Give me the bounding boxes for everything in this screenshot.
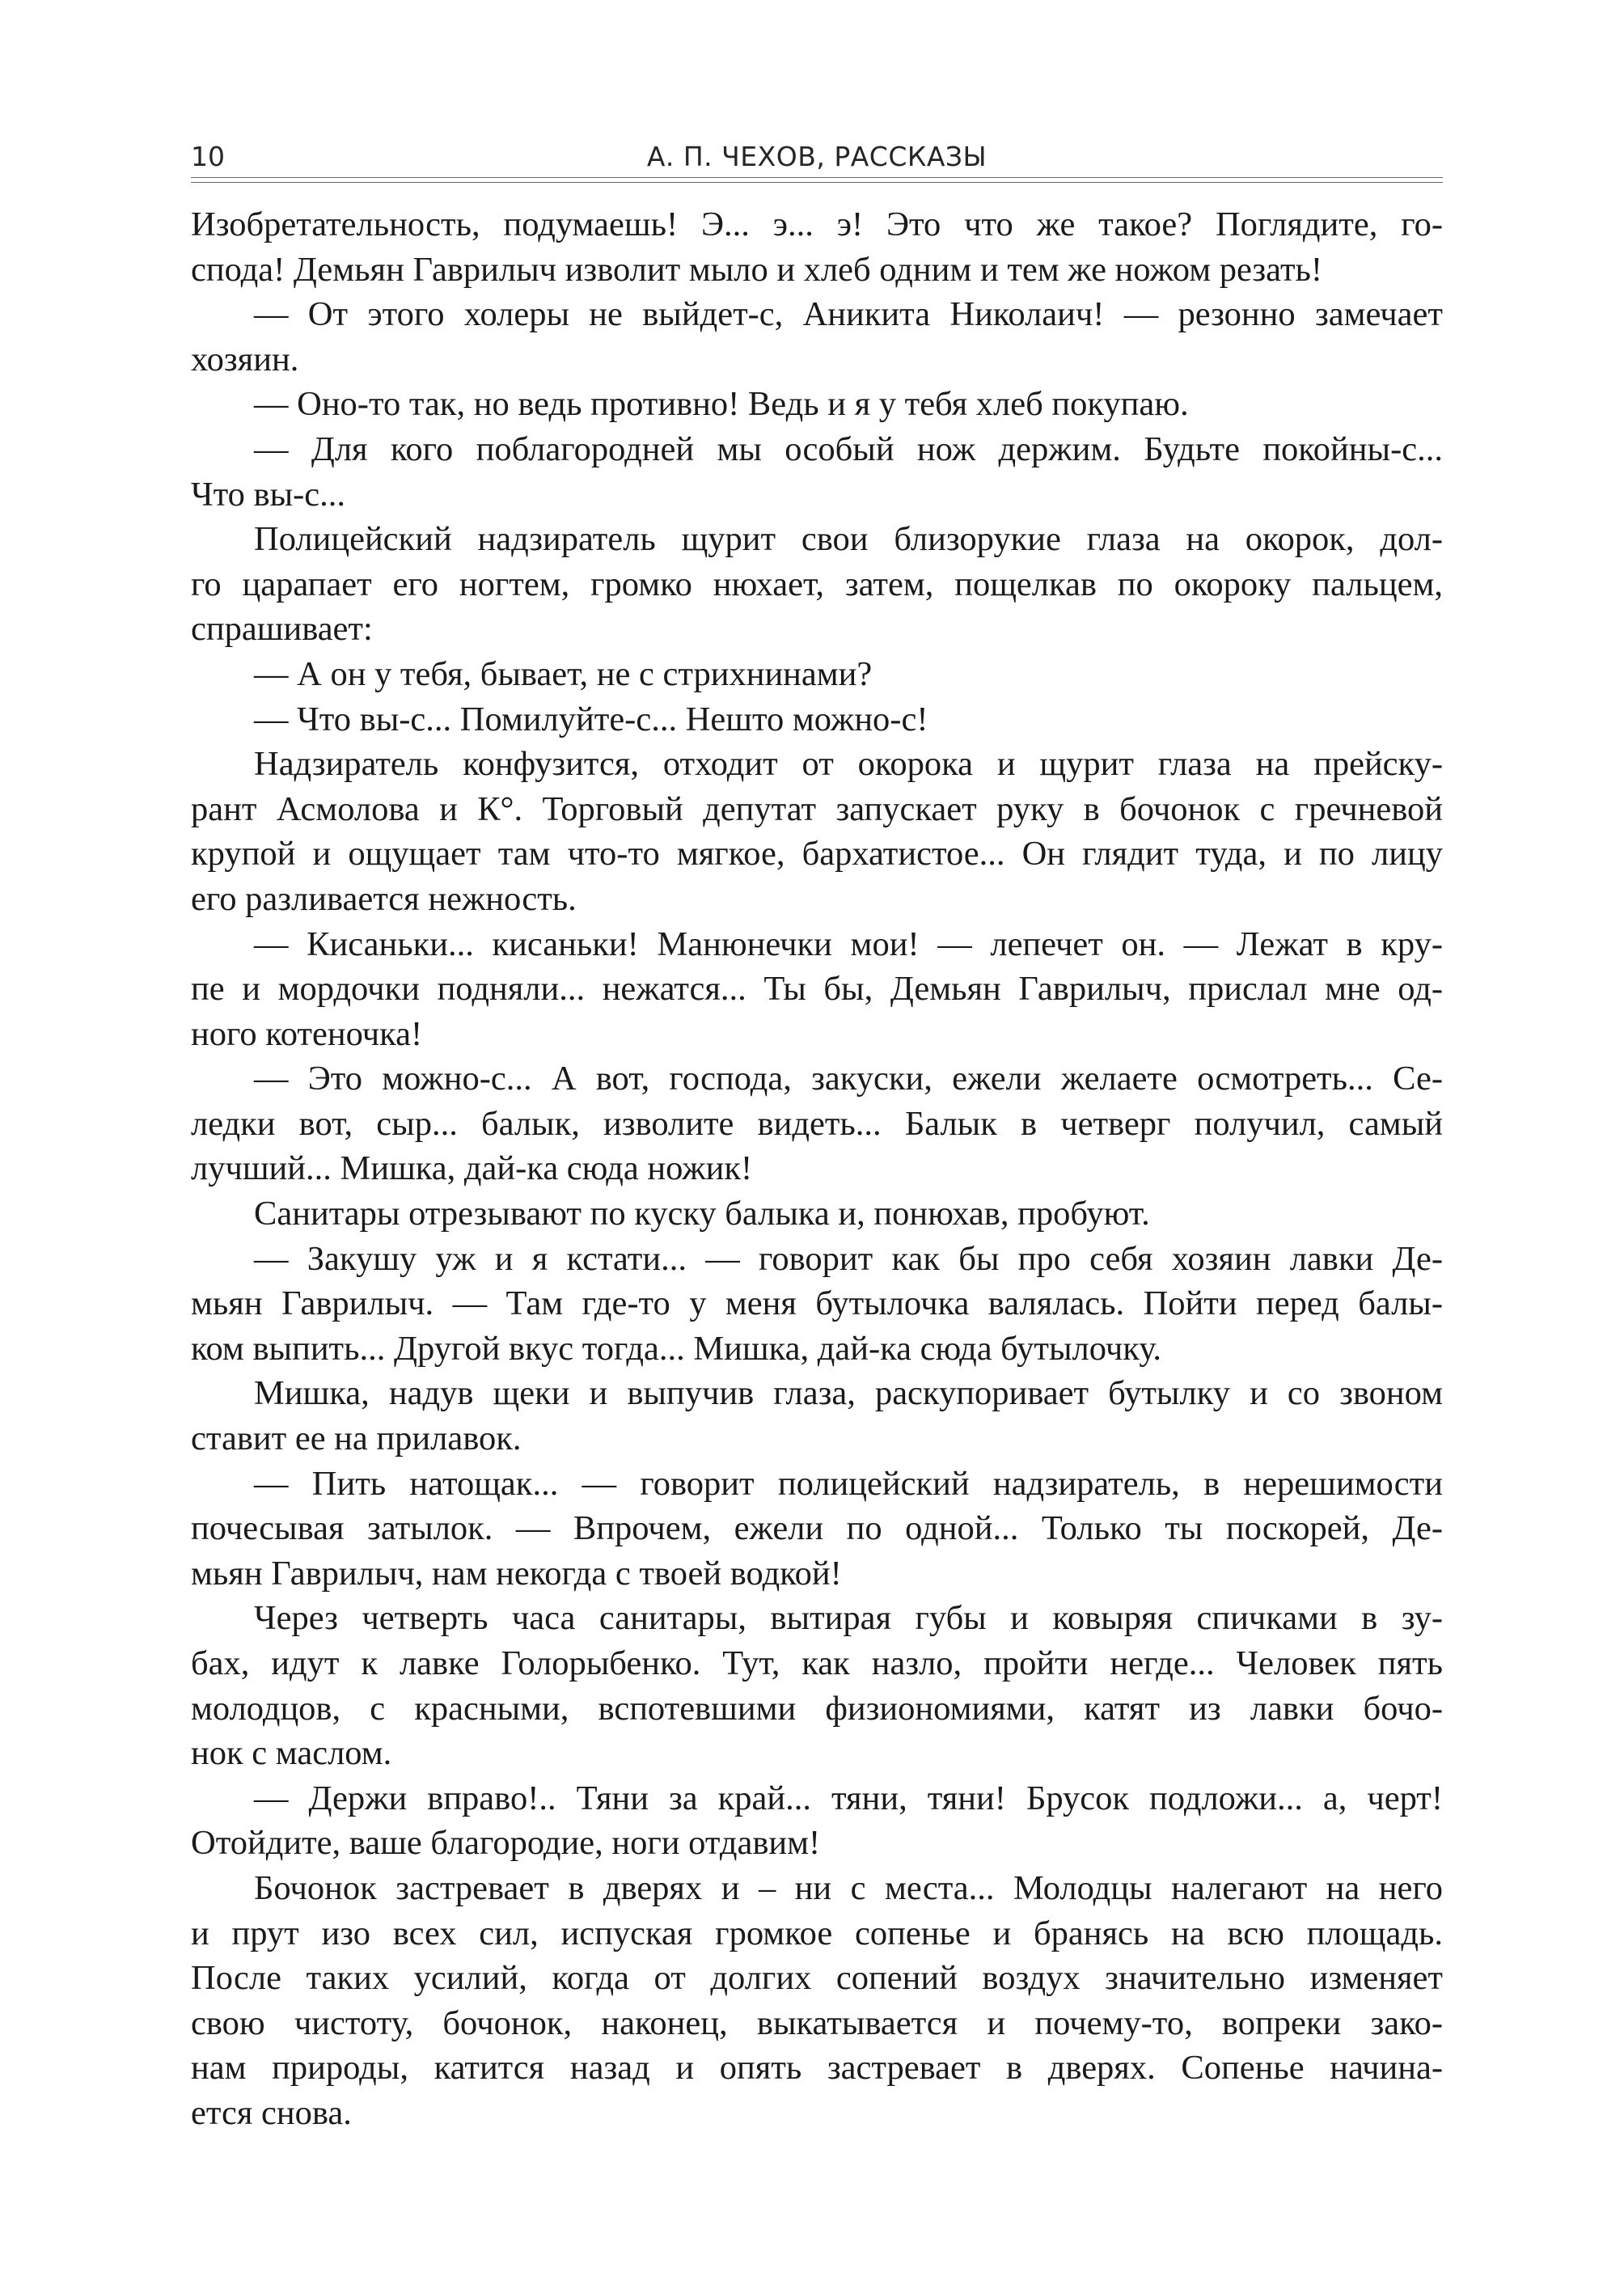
- text-line: — Для кого поблагородней мы особый нож держим. Будьте покойны-с...: [254, 429, 1443, 468]
- text-line: Изобретательность, подумаешь! Э... э... э! Это что же такое? Поглядите, го-: [191, 205, 1443, 243]
- text-line: спрашивает:: [191, 610, 373, 649]
- text-line: ставит ее на прилавок.: [191, 1419, 522, 1458]
- text-line: спода! Демьян Гаврилыч изволит мыло и хлеб одним и тем же ножом резать!: [191, 250, 1323, 289]
- text-line: — Оно-то так, но ведь противно! Ведь и я у тебя хлеб покупаю.: [254, 385, 1189, 424]
- text-line: лучший... Мишка, дай-ка сюда ножик!: [191, 1149, 753, 1188]
- book-title: А. П. ЧЕХОВ, РАССКАЗЫ: [646, 141, 988, 172]
- text-line: и прут изо всех сил, испуская громкое сопенье и бранясь на всю площадь.: [191, 1914, 1443, 1952]
- text-line: молодцов, с красными, вспотевшими физиономиями, катят из лавки бочо-: [191, 1689, 1443, 1728]
- text-line: рант Асмолова и К°. Торговый депутат запускает руку в бочонок с гречневой: [191, 789, 1443, 828]
- text-line: — Что вы-с... Помилуйте-с... Нешто можно-с!: [254, 700, 928, 738]
- text-line: — Кисаньки... кисаньки! Манюнечки мои! — лепечет он. — Лежат в кру-: [254, 924, 1443, 963]
- body-text: [191, 202, 1443, 2136]
- text-line: — Пить натощак... — говорит полицейский надзиратель, в нерешимости: [254, 1464, 1443, 1503]
- text-line: — Это можно-с... А вот, господа, закуски, ежели желаете осмотреть... Се-: [254, 1060, 1443, 1098]
- text-line: Бочонок застревает в дверях и – ни с места... Молодцы налегают на него: [254, 1868, 1443, 1907]
- text-line: После таких усилий, когда от долгих сопений воздух значительно изменяет: [191, 1959, 1443, 1998]
- header-rule-bottom: [191, 182, 1443, 183]
- text-line: Надзиратель конфузится, отходит от окорока и щурит глаза на прейску-: [254, 745, 1443, 784]
- text-line: свою чистоту, бочонок, наконец, выкатывается и почему-то, вопреки зако-: [191, 2003, 1443, 2042]
- text-line: — От этого холеры не выйдет-с, Аникита Николаич! — резонно замечает: [254, 295, 1443, 334]
- text-line: Что вы-с...: [191, 475, 346, 514]
- text-line: го царапает его ногтем, громко нюхает, затем, пощелкав по окороку пальцем,: [191, 565, 1443, 603]
- text-line: Мишка, надув щеки и выпучив глаза, раскупоривает бутылку и со звоном: [254, 1374, 1443, 1413]
- text-line: мьян Гаврилыч. — Там где-то у меня бутылочка валялась. Пойти перед балы-: [191, 1284, 1443, 1323]
- page-number: 10: [191, 141, 225, 172]
- text-line: бах, идут к лавке Голорыбенко. Тут, как назло, пройти негде... Человек пять: [191, 1644, 1443, 1682]
- text-line: ется снова.: [191, 2093, 352, 2132]
- text-line: нам природы, катится назад и опять застревает в дверях. Сопенье начина-: [191, 2049, 1443, 2088]
- text-line: — А он у тебя, бывает, не с стрихнинами?: [254, 654, 873, 693]
- header-rule-top: [191, 177, 1443, 178]
- text-line: Полицейский надзиратель щурит свои близорукие глаза на окорок, дол-: [254, 520, 1443, 559]
- text-line: — Закушу уж и я кстати... — говорит как бы про себя хозяин лавки Де-: [254, 1239, 1443, 1278]
- text-line: Санитары отрезывают по куску балыка и, понюхав, пробуют.: [254, 1195, 1150, 1233]
- text-line: — Держи вправо!.. Тяни за край... тяни, тяни! Брусок подложи... а, черт!: [254, 1779, 1443, 1817]
- text-line: нок с маслом.: [191, 1734, 392, 1773]
- text-line: мьян Гаврилыч, нам некогда с твоей водкой!: [191, 1554, 842, 1593]
- text-line: крупой и ощущает там что-то мягкое, бархатистое... Он глядит туда, и по лицу: [191, 835, 1443, 874]
- text-line: ледки вот, сыр... балык, изволите видеть... Балык в четверг получил, самый: [191, 1104, 1443, 1143]
- text-line: Отойдите, ваше благородие, ноги отдавим!: [191, 1824, 821, 1863]
- text-line: почесывая затылок. — Впрочем, ежели по одной... Только ты поскорей, Де-: [191, 1509, 1443, 1548]
- text-line: хозяин.: [191, 340, 299, 379]
- text-line: пе и мордочки подняли... нежатся... Ты бы, Демьян Гаврилыч, прислал мне од-: [191, 970, 1443, 1009]
- text-line: ного котеночка!: [191, 1014, 423, 1053]
- text-line: его разливается нежность.: [191, 879, 577, 918]
- running-head: [191, 137, 1443, 178]
- text-line: ком выпить... Другой вкус тогда... Мишка, дай-ка сюда бутылочку.: [191, 1329, 1161, 1368]
- text-line: Через четверть часа санитары, вытирая губы и ковыряя спичками в зу-: [254, 1599, 1443, 1638]
